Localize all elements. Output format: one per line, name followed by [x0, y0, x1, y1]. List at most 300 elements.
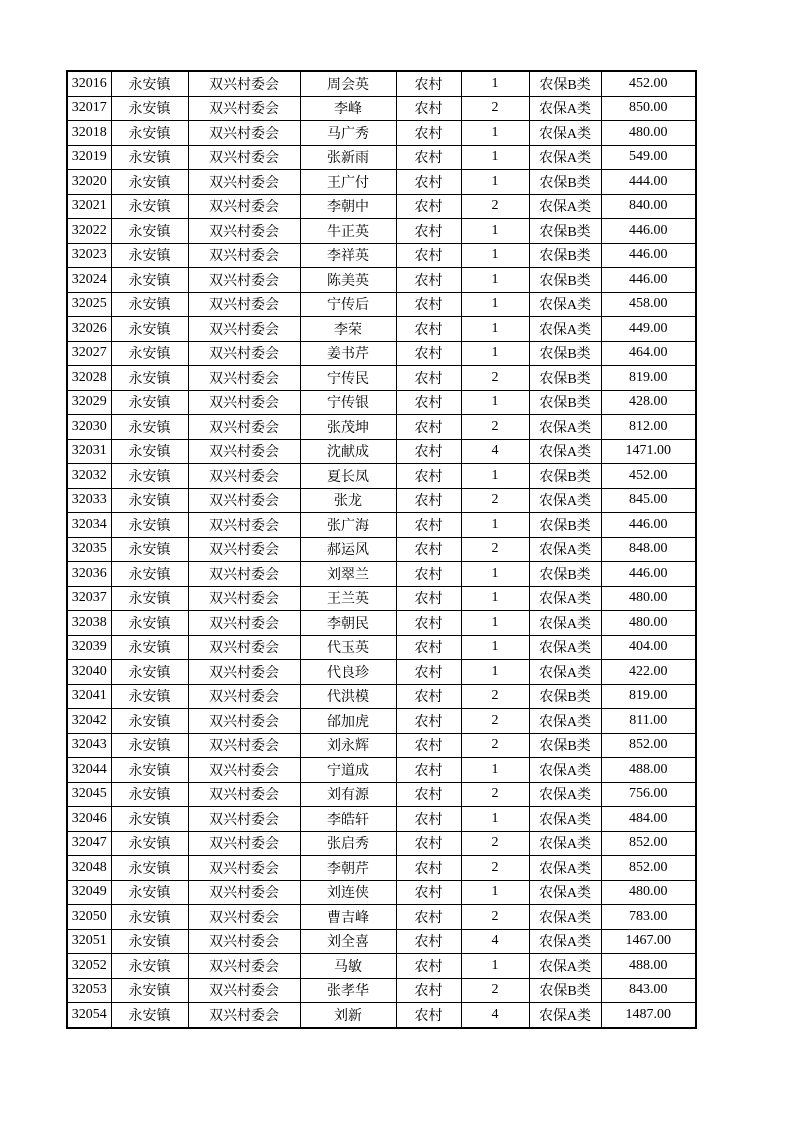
cell-amount: 458.00 — [601, 292, 696, 317]
cell-category: 农保A类 — [529, 96, 601, 121]
cell-name: 宁传后 — [300, 292, 396, 317]
cell-category: 农保B类 — [529, 341, 601, 366]
cell-category: 农保B类 — [529, 978, 601, 1003]
cell-count: 1 — [461, 243, 529, 268]
cell-town: 永安镇 — [111, 929, 188, 954]
cell-record-id: 32032 — [67, 464, 111, 489]
cell-record-id: 32028 — [67, 366, 111, 391]
cell-village: 双兴村委会 — [188, 537, 300, 562]
cell-name: 周会英 — [300, 71, 396, 96]
cell-record-id: 32039 — [67, 635, 111, 660]
cell-name: 牛正英 — [300, 219, 396, 244]
cell-residence: 农村 — [396, 219, 461, 244]
cell-amount: 446.00 — [601, 513, 696, 538]
cell-village: 双兴村委会 — [188, 782, 300, 807]
cell-amount: 446.00 — [601, 219, 696, 244]
cell-name: 姜书芹 — [300, 341, 396, 366]
cell-count: 2 — [461, 978, 529, 1003]
table-row — [67, 635, 696, 660]
cell-record-id: 32046 — [67, 807, 111, 832]
cell-town: 永安镇 — [111, 562, 188, 587]
cell-town: 永安镇 — [111, 341, 188, 366]
cell-town: 永安镇 — [111, 96, 188, 121]
table-row — [67, 145, 696, 170]
cell-amount: 845.00 — [601, 488, 696, 513]
cell-count: 1 — [461, 317, 529, 342]
cell-record-id: 32022 — [67, 219, 111, 244]
cell-village: 双兴村委会 — [188, 341, 300, 366]
cell-residence: 农村 — [396, 317, 461, 342]
cell-category: 农保A类 — [529, 880, 601, 905]
cell-town: 永安镇 — [111, 684, 188, 709]
cell-village: 双兴村委会 — [188, 586, 300, 611]
cell-town: 永安镇 — [111, 856, 188, 881]
cell-amount: 446.00 — [601, 268, 696, 293]
cell-village: 双兴村委会 — [188, 292, 300, 317]
cell-amount: 843.00 — [601, 978, 696, 1003]
cell-town: 永安镇 — [111, 268, 188, 293]
cell-count: 2 — [461, 831, 529, 856]
cell-category: 农保A类 — [529, 537, 601, 562]
table-row — [67, 513, 696, 538]
cell-count: 1 — [461, 954, 529, 979]
cell-residence: 农村 — [396, 978, 461, 1003]
cell-category: 农保B类 — [529, 513, 601, 538]
cell-name: 陈美英 — [300, 268, 396, 293]
table-body — [67, 71, 696, 1028]
table-row — [67, 194, 696, 219]
cell-amount: 480.00 — [601, 611, 696, 636]
cell-record-id: 32051 — [67, 929, 111, 954]
cell-town: 永安镇 — [111, 194, 188, 219]
cell-residence: 农村 — [396, 586, 461, 611]
table-row — [67, 439, 696, 464]
table-row — [67, 317, 696, 342]
cell-name: 刘翠兰 — [300, 562, 396, 587]
cell-name: 刘新 — [300, 1003, 396, 1028]
cell-town: 永安镇 — [111, 880, 188, 905]
table-row — [67, 586, 696, 611]
cell-residence: 农村 — [396, 537, 461, 562]
cell-name: 李朝民 — [300, 611, 396, 636]
cell-village: 双兴村委会 — [188, 954, 300, 979]
cell-count: 1 — [461, 292, 529, 317]
cell-town: 永安镇 — [111, 415, 188, 440]
cell-village: 双兴村委会 — [188, 929, 300, 954]
cell-residence: 农村 — [396, 880, 461, 905]
cell-record-id: 32037 — [67, 586, 111, 611]
cell-town: 永安镇 — [111, 733, 188, 758]
cell-amount: 480.00 — [601, 586, 696, 611]
cell-record-id: 32040 — [67, 660, 111, 685]
cell-count: 2 — [461, 366, 529, 391]
cell-amount: 480.00 — [601, 121, 696, 146]
cell-record-id: 32036 — [67, 562, 111, 587]
cell-category: 农保A类 — [529, 954, 601, 979]
cell-record-id: 32049 — [67, 880, 111, 905]
cell-village: 双兴村委会 — [188, 317, 300, 342]
cell-count: 2 — [461, 415, 529, 440]
cell-amount: 852.00 — [601, 831, 696, 856]
cell-category: 农保B类 — [529, 219, 601, 244]
cell-category: 农保A类 — [529, 317, 601, 342]
cell-amount: 452.00 — [601, 71, 696, 96]
cell-town: 永安镇 — [111, 439, 188, 464]
cell-name: 李皓轩 — [300, 807, 396, 832]
cell-name: 李峰 — [300, 96, 396, 121]
cell-record-id: 32030 — [67, 415, 111, 440]
cell-village: 双兴村委会 — [188, 807, 300, 832]
cell-count: 2 — [461, 194, 529, 219]
cell-village: 双兴村委会 — [188, 243, 300, 268]
table-row — [67, 929, 696, 954]
cell-village: 双兴村委会 — [188, 635, 300, 660]
cell-amount: 422.00 — [601, 660, 696, 685]
cell-record-id: 32023 — [67, 243, 111, 268]
cell-count: 2 — [461, 856, 529, 881]
cell-residence: 农村 — [396, 954, 461, 979]
cell-record-id: 32034 — [67, 513, 111, 538]
payment-roster-table — [66, 70, 697, 1029]
cell-village: 双兴村委会 — [188, 268, 300, 293]
cell-record-id: 32052 — [67, 954, 111, 979]
cell-residence: 农村 — [396, 562, 461, 587]
cell-category: 农保A类 — [529, 635, 601, 660]
cell-village: 双兴村委会 — [188, 488, 300, 513]
cell-name: 曹吉峰 — [300, 905, 396, 930]
cell-residence: 农村 — [396, 170, 461, 195]
cell-residence: 农村 — [396, 71, 461, 96]
cell-amount: 446.00 — [601, 243, 696, 268]
cell-town: 永安镇 — [111, 170, 188, 195]
cell-category: 农保B类 — [529, 464, 601, 489]
cell-count: 2 — [461, 684, 529, 709]
cell-name: 郝运风 — [300, 537, 396, 562]
cell-village: 双兴村委会 — [188, 905, 300, 930]
cell-record-id: 32045 — [67, 782, 111, 807]
cell-residence: 农村 — [396, 121, 461, 146]
table-row — [67, 464, 696, 489]
cell-town: 永安镇 — [111, 537, 188, 562]
cell-record-id: 32033 — [67, 488, 111, 513]
cell-residence: 农村 — [396, 929, 461, 954]
cell-village: 双兴村委会 — [188, 121, 300, 146]
table-row — [67, 121, 696, 146]
cell-category: 农保A类 — [529, 292, 601, 317]
cell-residence: 农村 — [396, 856, 461, 881]
cell-count: 1 — [461, 562, 529, 587]
cell-record-id: 32017 — [67, 96, 111, 121]
cell-town: 永安镇 — [111, 709, 188, 734]
cell-village: 双兴村委会 — [188, 71, 300, 96]
cell-count: 1 — [461, 121, 529, 146]
cell-count: 2 — [461, 488, 529, 513]
table-row — [67, 415, 696, 440]
cell-amount: 404.00 — [601, 635, 696, 660]
cell-name: 沈献成 — [300, 439, 396, 464]
cell-village: 双兴村委会 — [188, 219, 300, 244]
table-row — [67, 243, 696, 268]
cell-town: 永安镇 — [111, 978, 188, 1003]
cell-amount: 446.00 — [601, 562, 696, 587]
table-row — [67, 96, 696, 121]
cell-residence: 农村 — [396, 415, 461, 440]
table-row — [67, 709, 696, 734]
cell-amount: 811.00 — [601, 709, 696, 734]
cell-count: 1 — [461, 268, 529, 293]
cell-record-id: 32031 — [67, 439, 111, 464]
cell-record-id: 32029 — [67, 390, 111, 415]
cell-record-id: 32018 — [67, 121, 111, 146]
cell-name: 夏长凤 — [300, 464, 396, 489]
table-row — [67, 782, 696, 807]
table-row — [67, 660, 696, 685]
cell-record-id: 32038 — [67, 611, 111, 636]
table-row — [67, 71, 696, 96]
cell-town: 永安镇 — [111, 464, 188, 489]
cell-category: 农保B类 — [529, 243, 601, 268]
cell-count: 1 — [461, 660, 529, 685]
cell-town: 永安镇 — [111, 71, 188, 96]
cell-name: 刘连侠 — [300, 880, 396, 905]
cell-category: 农保A类 — [529, 660, 601, 685]
cell-name: 马广秀 — [300, 121, 396, 146]
cell-record-id: 32027 — [67, 341, 111, 366]
cell-residence: 农村 — [396, 684, 461, 709]
table-row — [67, 978, 696, 1003]
cell-category: 农保A类 — [529, 121, 601, 146]
cell-village: 双兴村委会 — [188, 758, 300, 783]
cell-name: 邰加虎 — [300, 709, 396, 734]
table-row — [67, 758, 696, 783]
cell-amount: 756.00 — [601, 782, 696, 807]
cell-record-id: 32024 — [67, 268, 111, 293]
cell-amount: 819.00 — [601, 684, 696, 709]
cell-town: 永安镇 — [111, 635, 188, 660]
cell-amount: 852.00 — [601, 856, 696, 881]
cell-village: 双兴村委会 — [188, 464, 300, 489]
cell-name: 王广付 — [300, 170, 396, 195]
cell-town: 永安镇 — [111, 905, 188, 930]
cell-amount: 1467.00 — [601, 929, 696, 954]
cell-residence: 农村 — [396, 366, 461, 391]
cell-count: 4 — [461, 1003, 529, 1028]
cell-category: 农保A类 — [529, 709, 601, 734]
cell-name: 张新雨 — [300, 145, 396, 170]
cell-town: 永安镇 — [111, 243, 188, 268]
cell-record-id: 32026 — [67, 317, 111, 342]
cell-record-id: 32043 — [67, 733, 111, 758]
cell-town: 永安镇 — [111, 219, 188, 244]
cell-category: 农保B类 — [529, 268, 601, 293]
cell-amount: 852.00 — [601, 733, 696, 758]
cell-record-id: 32025 — [67, 292, 111, 317]
cell-category: 农保A类 — [529, 611, 601, 636]
table-row — [67, 562, 696, 587]
table-row — [67, 856, 696, 881]
cell-residence: 农村 — [396, 488, 461, 513]
cell-count: 1 — [461, 758, 529, 783]
cell-amount: 464.00 — [601, 341, 696, 366]
cell-record-id: 32042 — [67, 709, 111, 734]
cell-category: 农保B类 — [529, 366, 601, 391]
cell-record-id: 32021 — [67, 194, 111, 219]
cell-residence: 农村 — [396, 96, 461, 121]
cell-category: 农保B类 — [529, 684, 601, 709]
cell-residence: 农村 — [396, 733, 461, 758]
table-row — [67, 831, 696, 856]
cell-village: 双兴村委会 — [188, 96, 300, 121]
cell-name: 刘全喜 — [300, 929, 396, 954]
cell-town: 永安镇 — [111, 660, 188, 685]
cell-record-id: 32019 — [67, 145, 111, 170]
cell-amount: 783.00 — [601, 905, 696, 930]
cell-category: 农保A类 — [529, 929, 601, 954]
cell-count: 1 — [461, 807, 529, 832]
table-row — [67, 366, 696, 391]
cell-town: 永安镇 — [111, 366, 188, 391]
cell-village: 双兴村委会 — [188, 856, 300, 881]
cell-amount: 428.00 — [601, 390, 696, 415]
cell-residence: 农村 — [396, 439, 461, 464]
cell-village: 双兴村委会 — [188, 194, 300, 219]
cell-count: 1 — [461, 513, 529, 538]
cell-count: 2 — [461, 782, 529, 807]
cell-name: 张广海 — [300, 513, 396, 538]
cell-residence: 农村 — [396, 758, 461, 783]
cell-category: 农保A类 — [529, 856, 601, 881]
table-row — [67, 733, 696, 758]
cell-name: 刘永辉 — [300, 733, 396, 758]
cell-category: 农保A类 — [529, 782, 601, 807]
cell-town: 永安镇 — [111, 1003, 188, 1028]
cell-name: 张龙 — [300, 488, 396, 513]
cell-count: 1 — [461, 219, 529, 244]
cell-name: 张孝华 — [300, 978, 396, 1003]
cell-category: 农保A类 — [529, 758, 601, 783]
cell-village: 双兴村委会 — [188, 611, 300, 636]
cell-village: 双兴村委会 — [188, 145, 300, 170]
cell-residence: 农村 — [396, 807, 461, 832]
cell-record-id: 32041 — [67, 684, 111, 709]
cell-record-id: 32054 — [67, 1003, 111, 1028]
cell-village: 双兴村委会 — [188, 513, 300, 538]
cell-count: 2 — [461, 96, 529, 121]
cell-category: 农保A类 — [529, 439, 601, 464]
cell-residence: 农村 — [396, 390, 461, 415]
cell-count: 2 — [461, 733, 529, 758]
cell-village: 双兴村委会 — [188, 439, 300, 464]
cell-residence: 农村 — [396, 709, 461, 734]
cell-count: 1 — [461, 341, 529, 366]
cell-amount: 840.00 — [601, 194, 696, 219]
cell-count: 1 — [461, 635, 529, 660]
cell-residence: 农村 — [396, 660, 461, 685]
cell-name: 张茂坤 — [300, 415, 396, 440]
cell-category: 农保B类 — [529, 170, 601, 195]
cell-count: 1 — [461, 71, 529, 96]
cell-residence: 农村 — [396, 145, 461, 170]
table-row — [67, 954, 696, 979]
cell-name: 代洪模 — [300, 684, 396, 709]
cell-amount: 1471.00 — [601, 439, 696, 464]
cell-village: 双兴村委会 — [188, 831, 300, 856]
cell-amount: 812.00 — [601, 415, 696, 440]
cell-town: 永安镇 — [111, 586, 188, 611]
cell-village: 双兴村委会 — [188, 170, 300, 195]
cell-village: 双兴村委会 — [188, 562, 300, 587]
cell-village: 双兴村委会 — [188, 978, 300, 1003]
cell-name: 王兰英 — [300, 586, 396, 611]
cell-amount: 1487.00 — [601, 1003, 696, 1028]
cell-town: 永安镇 — [111, 807, 188, 832]
cell-town: 永安镇 — [111, 513, 188, 538]
cell-amount: 452.00 — [601, 464, 696, 489]
cell-village: 双兴村委会 — [188, 709, 300, 734]
cell-name: 宁传民 — [300, 366, 396, 391]
cell-residence: 农村 — [396, 611, 461, 636]
cell-name: 马敏 — [300, 954, 396, 979]
cell-record-id: 32053 — [67, 978, 111, 1003]
cell-residence: 农村 — [396, 464, 461, 489]
cell-residence: 农村 — [396, 194, 461, 219]
cell-record-id: 32047 — [67, 831, 111, 856]
cell-town: 永安镇 — [111, 121, 188, 146]
cell-record-id: 32048 — [67, 856, 111, 881]
cell-category: 农保A类 — [529, 831, 601, 856]
table-row — [67, 905, 696, 930]
cell-amount: 444.00 — [601, 170, 696, 195]
cell-count: 2 — [461, 709, 529, 734]
cell-amount: 850.00 — [601, 96, 696, 121]
cell-town: 永安镇 — [111, 390, 188, 415]
cell-category: 农保B类 — [529, 390, 601, 415]
cell-name: 宁传银 — [300, 390, 396, 415]
cell-category: 农保A类 — [529, 586, 601, 611]
cell-town: 永安镇 — [111, 145, 188, 170]
cell-village: 双兴村委会 — [188, 390, 300, 415]
cell-category: 农保A类 — [529, 905, 601, 930]
cell-town: 永安镇 — [111, 611, 188, 636]
cell-name: 李朝芹 — [300, 856, 396, 881]
table-row — [67, 219, 696, 244]
cell-residence: 农村 — [396, 341, 461, 366]
cell-name: 张启秀 — [300, 831, 396, 856]
cell-category: 农保A类 — [529, 488, 601, 513]
cell-amount: 549.00 — [601, 145, 696, 170]
table-row — [67, 341, 696, 366]
cell-record-id: 32016 — [67, 71, 111, 96]
cell-name: 宁道成 — [300, 758, 396, 783]
cell-residence: 农村 — [396, 243, 461, 268]
cell-town: 永安镇 — [111, 954, 188, 979]
cell-name: 代玉英 — [300, 635, 396, 660]
cell-residence: 农村 — [396, 268, 461, 293]
cell-count: 2 — [461, 537, 529, 562]
table-row — [67, 537, 696, 562]
cell-name: 李荣 — [300, 317, 396, 342]
cell-village: 双兴村委会 — [188, 660, 300, 685]
cell-count: 4 — [461, 439, 529, 464]
cell-village: 双兴村委会 — [188, 684, 300, 709]
cell-count: 4 — [461, 929, 529, 954]
table-row — [67, 684, 696, 709]
cell-village: 双兴村委会 — [188, 733, 300, 758]
cell-town: 永安镇 — [111, 292, 188, 317]
cell-count: 1 — [461, 464, 529, 489]
cell-count: 1 — [461, 586, 529, 611]
cell-town: 永安镇 — [111, 488, 188, 513]
